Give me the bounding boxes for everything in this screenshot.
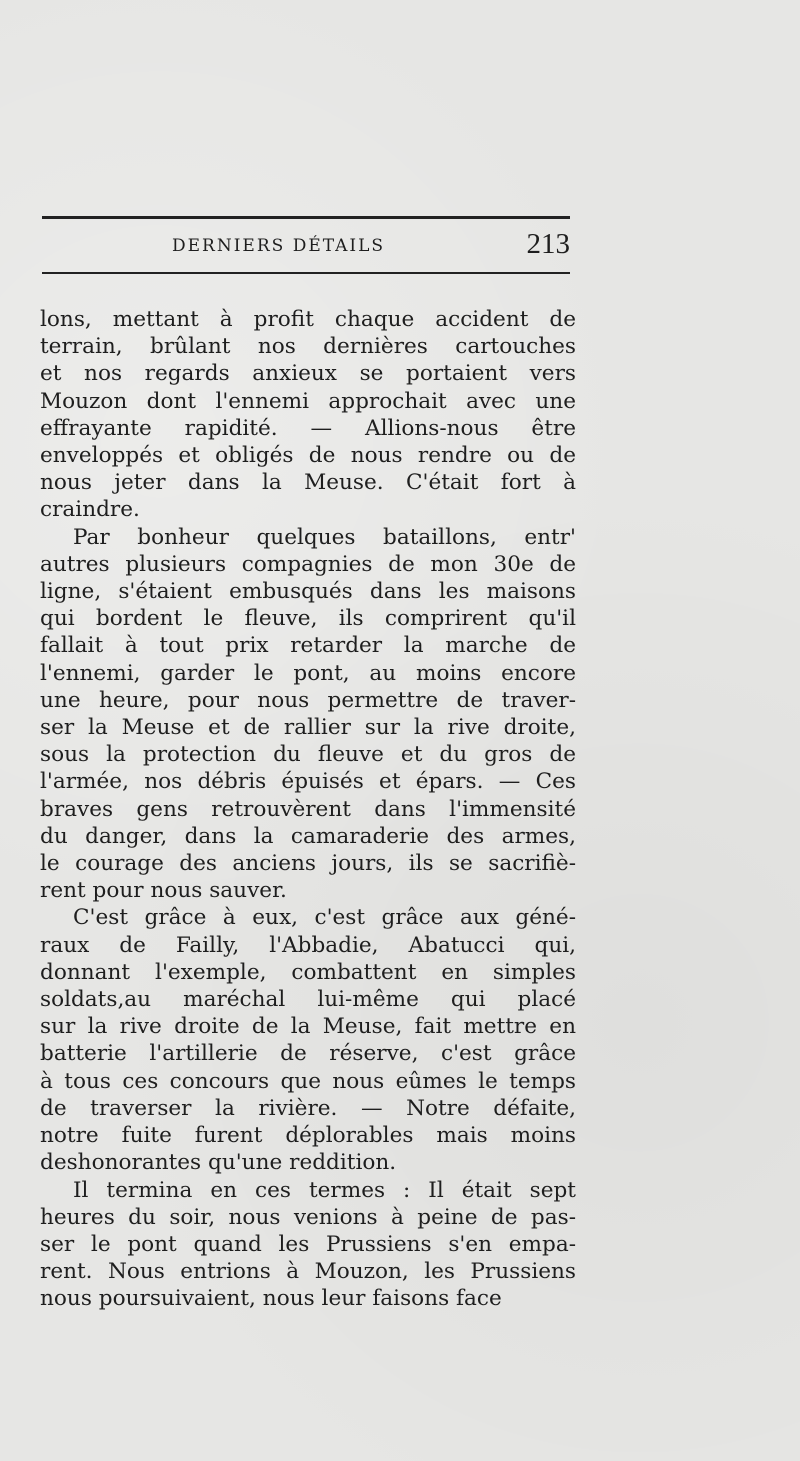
page-number: 213 xyxy=(526,228,570,260)
text-line: rent pour nous sauver. xyxy=(40,878,287,904)
text-line: lons, mettant à profit chaque accident de xyxy=(40,307,576,332)
text-line: l'armée, nos débris épuisés et épars. — Ces xyxy=(40,769,576,795)
text-line: autres plusieurs compagnies de mon 30e de xyxy=(40,551,576,577)
text-line: terrain, brûlant nos dernières cartouches xyxy=(40,334,576,360)
body-text xyxy=(40,306,576,1313)
text-line: deshonorantes qu'une reddition. xyxy=(40,1150,397,1176)
header-rule-bottom xyxy=(42,272,570,274)
text-line: sur la rive droite de la Meuse, fait mettre en xyxy=(40,1014,576,1040)
text-line: l'ennemi, garder le pont, au moins encore xyxy=(40,660,576,686)
text-line: Mouzon dont l'ennemi approchait avec une xyxy=(40,388,576,414)
paragraph xyxy=(40,1177,576,1313)
text-line: à tous ces concours que nous eûmes le temps xyxy=(40,1068,576,1094)
text-line: effrayante rapidité. — Allions-nous être xyxy=(40,415,576,441)
text-line: nous poursuivaient, nous leur faisons face xyxy=(40,1286,502,1312)
text-line: de traverser la rivière. — Notre défaite, xyxy=(40,1095,576,1121)
running-title: DERNIERS DÉTAILS xyxy=(172,236,386,256)
text-line: une heure, pour nous permettre de traver- xyxy=(40,687,576,713)
text-line: raux de Failly, l'Abbadie, Abatucci qui, xyxy=(40,932,576,958)
text-line: heures du soir, nous venions à peine de pas- xyxy=(40,1204,576,1230)
text-line: batterie l'artillerie de réserve, c'est grâce xyxy=(40,1041,576,1067)
text-line: ligne, s'étaient embusqués dans les maisons xyxy=(40,579,576,605)
text-line: et nos regards anxieux se portaient vers xyxy=(40,361,576,387)
header-rule-top xyxy=(42,216,570,219)
paragraph xyxy=(40,524,576,905)
text-line: ser la Meuse et de rallier sur la rive droite, xyxy=(40,715,576,741)
paragraph xyxy=(40,904,576,1176)
text-line: braves gens retrouvèrent dans l'immensité xyxy=(40,796,576,822)
running-header xyxy=(42,228,570,264)
text-line: enveloppés et obligés de nous rendre ou de xyxy=(40,443,576,469)
text-line: soldats,au maréchal lui-même qui placé xyxy=(40,987,576,1013)
paragraph xyxy=(40,306,576,524)
text-line: sous la protection du fleuve et du gros de xyxy=(40,742,576,768)
text-line: rent. Nous entrions à Mouzon, les Prussiens xyxy=(40,1259,576,1285)
text-line: qui bordent le fleuve, ils comprirent qu'il xyxy=(40,606,576,632)
text-line: donnant l'exemple, combattent en simples xyxy=(40,959,576,985)
text-line: fallait à tout prix retarder la marche de xyxy=(40,633,576,659)
text-line: Par bonheur quelques bataillons, entr' xyxy=(73,524,576,550)
text-line: le courage des anciens jours, ils se sacrifiè- xyxy=(40,851,576,877)
text-line: craindre. xyxy=(40,497,140,523)
text-line: nous jeter dans la Meuse. C'était fort à xyxy=(40,470,576,496)
text-line: notre fuite furent déplorables mais moins xyxy=(40,1123,576,1149)
text-line: C'est grâce à eux, c'est grâce aux géné- xyxy=(73,905,576,931)
text-line: du danger, dans la camaraderie des armes, xyxy=(40,823,576,849)
text-line: ser le pont quand les Prussiens s'en empa- xyxy=(40,1231,576,1257)
text-line: Il termina en ces termes : Il était sept xyxy=(73,1177,576,1203)
